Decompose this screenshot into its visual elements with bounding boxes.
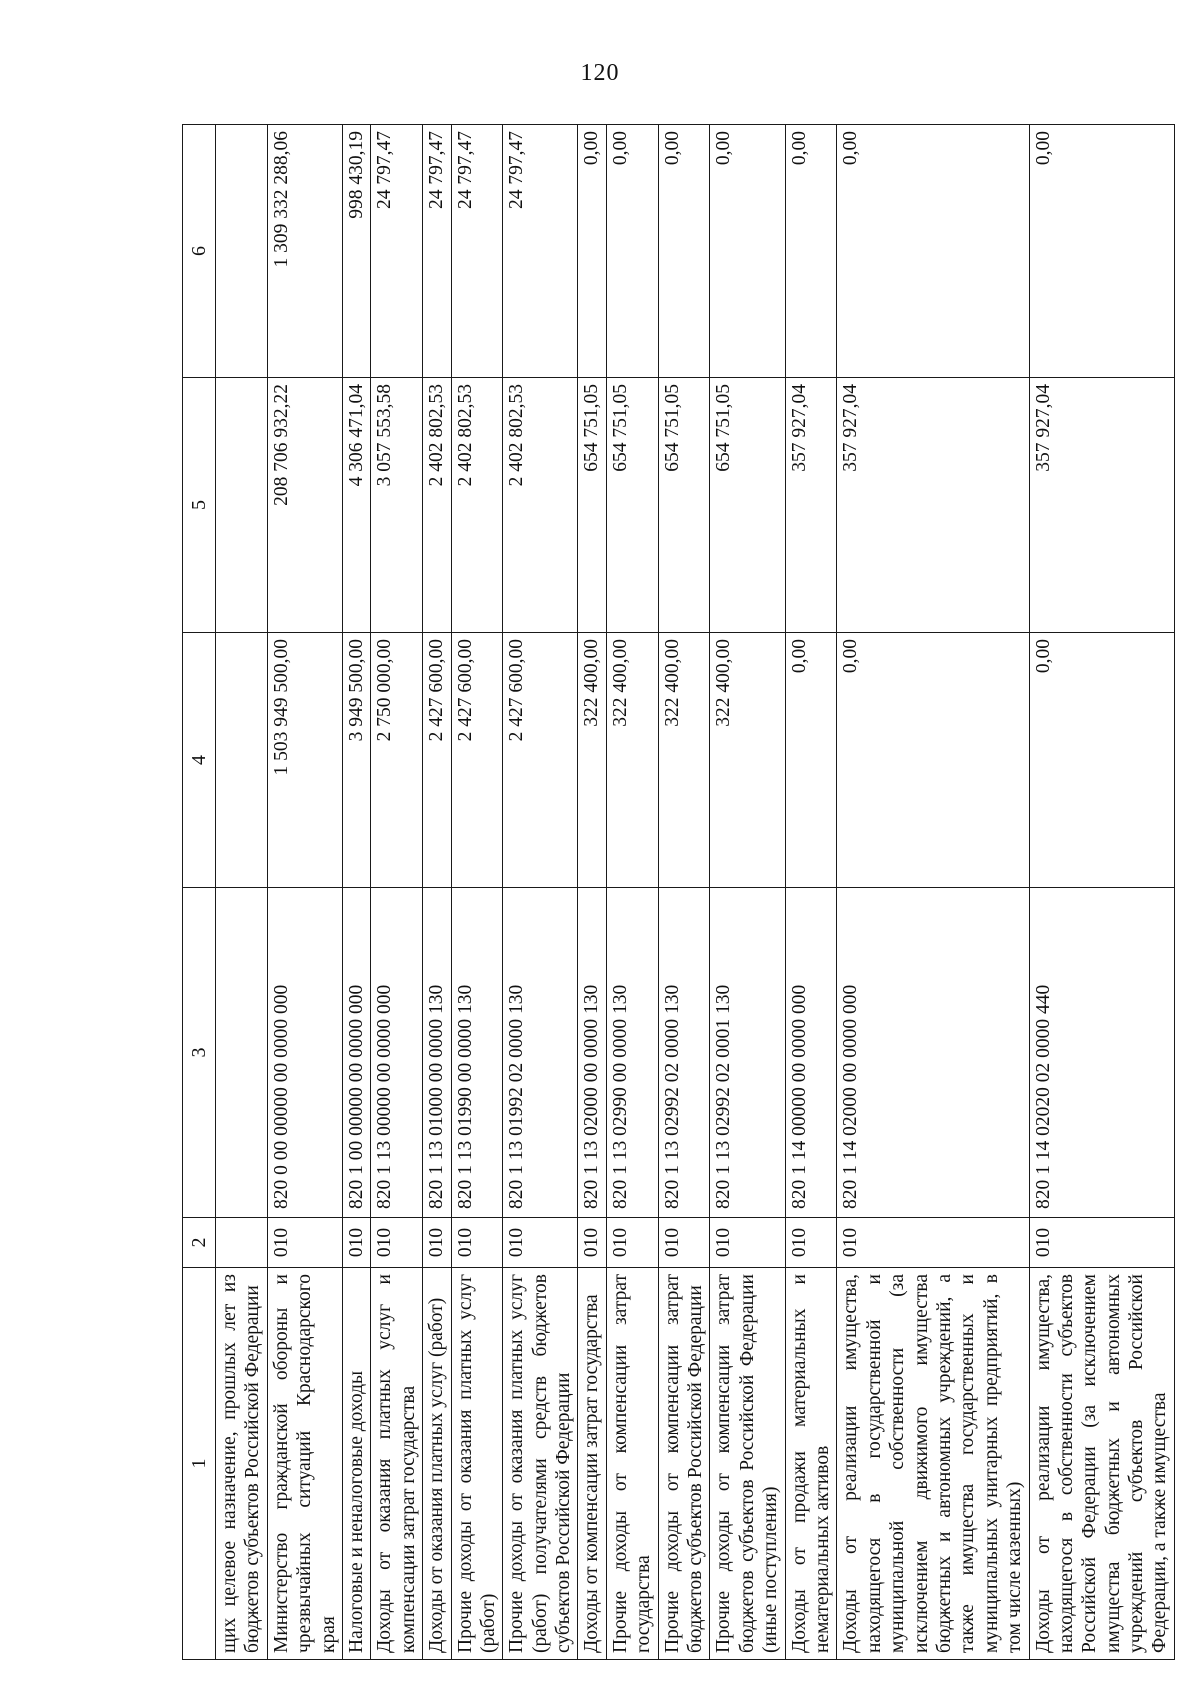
row-value-col6: 0,00 <box>785 125 837 378</box>
row-value-col6: 24 797,47 <box>451 125 503 378</box>
row-budget-code: 820 1 13 00000 00 0000 000 <box>371 888 423 1218</box>
header-col-5: 5 <box>183 378 216 633</box>
table-row <box>1029 125 1174 1660</box>
row-value-col5: 2 402 802,53 <box>423 378 451 633</box>
row-code: 010 <box>710 1218 785 1268</box>
header-row <box>183 125 216 1660</box>
row-budget-code: 820 1 13 01992 02 0000 130 <box>503 888 578 1218</box>
row-name: Доходы от компенсации затрат государства <box>578 1268 606 1660</box>
row-value-col6: 24 797,47 <box>423 125 451 378</box>
table-row <box>371 125 423 1660</box>
row-name: Прочие доходы от компенсации затрат бюджетов субъектов Российской Федерации (иные поступления) <box>710 1268 785 1660</box>
page-number: 120 <box>580 60 620 86</box>
row-value-col6: 0,00 <box>658 125 710 378</box>
row-value-col5: 357 927,04 <box>785 378 837 633</box>
row-value-col5: 208 706 932,22 <box>267 378 342 633</box>
row-code: 010 <box>503 1218 578 1268</box>
budget-table <box>182 124 1175 1660</box>
table-row <box>837 125 1029 1660</box>
header-col-4: 4 <box>183 633 216 888</box>
row-value-col5 <box>216 378 268 633</box>
row-value-col6: 0,00 <box>837 125 1029 378</box>
row-name: Доходы от оказания платных услуг и компенсации затрат государства <box>371 1268 423 1660</box>
row-name: Прочие доходы от компенсации затрат государства <box>606 1268 658 1660</box>
row-name: Министерство гражданской обороны и чрезвычайных ситуаций Краснодарского края <box>267 1268 342 1660</box>
row-budget-code <box>216 888 268 1218</box>
row-value-col4: 2 750 000,00 <box>371 633 423 888</box>
header-col-3: 3 <box>183 888 216 1218</box>
row-name: Доходы от реализации имущества, находящегося в государственной и муниципальной собственности (за исключением движимого имущества бюджетных и автономных учреждений, а также имущества государственных и муниципальных унитарных предприятий, в том числе казенных) <box>837 1268 1029 1660</box>
row-name: Налоговые и неналоговые доходы <box>342 1268 370 1660</box>
row-value-col4: 0,00 <box>837 633 1029 888</box>
row-value-col6 <box>216 125 268 378</box>
row-code: 010 <box>267 1218 342 1268</box>
row-code: 010 <box>837 1218 1029 1268</box>
row-name: Прочие доходы от оказания платных услуг (работ) <box>451 1268 503 1660</box>
row-value-col5: 2 402 802,53 <box>451 378 503 633</box>
table-row <box>503 125 578 1660</box>
row-value-col6: 0,00 <box>606 125 658 378</box>
row-value-col6: 0,00 <box>578 125 606 378</box>
table-row <box>423 125 451 1660</box>
row-name: Прочие доходы от компенсации затрат бюджетов субъектов Российской Федерации <box>658 1268 710 1660</box>
row-code: 010 <box>451 1218 503 1268</box>
row-value-col4: 2 427 600,00 <box>451 633 503 888</box>
row-budget-code: 820 1 13 02992 02 0001 130 <box>710 888 785 1218</box>
row-value-col6: 24 797,47 <box>503 125 578 378</box>
row-code: 010 <box>423 1218 451 1268</box>
row-name: Прочие доходы от оказания платных услуг (работ) получателями средств бюджетов субъектов Российской Федерации <box>503 1268 578 1660</box>
table-row <box>785 125 837 1660</box>
row-value-col4: 322 400,00 <box>658 633 710 888</box>
row-name: Доходы от продажи материальных и нематериальных активов <box>785 1268 837 1660</box>
row-value-col4: 0,00 <box>1029 633 1174 888</box>
row-name: щих целевое назначение, прошлых лет из бюджетов субъектов Российской Федерации <box>216 1268 268 1660</box>
row-value-col6: 0,00 <box>710 125 785 378</box>
row-budget-code: 820 0 00 00000 00 0000 000 <box>267 888 342 1218</box>
row-value-col5: 654 751,05 <box>658 378 710 633</box>
table-row <box>216 125 268 1660</box>
row-code: 010 <box>606 1218 658 1268</box>
header-col-6: 6 <box>183 125 216 378</box>
row-name: Доходы от оказания платных услуг (работ) <box>423 1268 451 1660</box>
row-value-col4: 322 400,00 <box>606 633 658 888</box>
row-code: 010 <box>1029 1218 1174 1268</box>
row-value-col5: 654 751,05 <box>578 378 606 633</box>
row-code: 010 <box>342 1218 370 1268</box>
row-value-col6: 998 430,19 <box>342 125 370 378</box>
row-value-col4: 0,00 <box>785 633 837 888</box>
row-value-col4: 1 503 949 500,00 <box>267 633 342 888</box>
row-budget-code: 820 1 13 02000 00 0000 130 <box>578 888 606 1218</box>
row-value-col4: 3 949 500,00 <box>342 633 370 888</box>
row-value-col5: 654 751,05 <box>710 378 785 633</box>
row-value-col5: 4 306 471,04 <box>342 378 370 633</box>
row-budget-code: 820 1 14 00000 00 0000 000 <box>785 888 837 1218</box>
rotated-table-container <box>182 125 1171 1660</box>
row-budget-code: 820 1 13 02992 02 0000 130 <box>658 888 710 1218</box>
row-budget-code: 820 1 13 02990 00 0000 130 <box>606 888 658 1218</box>
table-row <box>342 125 370 1660</box>
row-value-col4: 322 400,00 <box>578 633 606 888</box>
row-value-col5: 3 057 553,58 <box>371 378 423 633</box>
row-value-col4 <box>216 633 268 888</box>
row-value-col4: 2 427 600,00 <box>503 633 578 888</box>
row-name: Доходы от реализации имущества, находящегося в собственности субъектов Российской Федерации (за исключением имущества бюджетных и автономных учреждений субъектов Российской Федерации, а также имущества <box>1029 1268 1174 1660</box>
table-row <box>451 125 503 1660</box>
row-budget-code: 820 1 14 02020 02 0000 440 <box>1029 888 1174 1218</box>
header-col-2: 2 <box>183 1218 216 1268</box>
header-col-1: 1 <box>183 1268 216 1660</box>
row-value-col6: 24 797,47 <box>371 125 423 378</box>
row-value-col6: 0,00 <box>1029 125 1174 378</box>
table-row <box>267 125 342 1660</box>
row-budget-code: 820 1 13 01000 00 0000 130 <box>423 888 451 1218</box>
row-value-col5: 357 927,04 <box>1029 378 1174 633</box>
row-code: 010 <box>785 1218 837 1268</box>
row-value-col4: 322 400,00 <box>710 633 785 888</box>
row-budget-code: 820 1 14 02000 00 0000 000 <box>837 888 1029 1218</box>
row-value-col5: 654 751,05 <box>606 378 658 633</box>
table-row <box>658 125 710 1660</box>
row-value-col4: 2 427 600,00 <box>423 633 451 888</box>
row-code: 010 <box>578 1218 606 1268</box>
row-code: 010 <box>658 1218 710 1268</box>
row-code <box>216 1218 268 1268</box>
table-row <box>606 125 658 1660</box>
table-row <box>710 125 785 1660</box>
row-code: 010 <box>371 1218 423 1268</box>
row-value-col5: 2 402 802,53 <box>503 378 578 633</box>
row-budget-code: 820 1 00 00000 00 0000 000 <box>342 888 370 1218</box>
row-value-col5: 357 927,04 <box>837 378 1029 633</box>
row-budget-code: 820 1 13 01990 00 0000 130 <box>451 888 503 1218</box>
row-value-col6: 1 309 332 288,06 <box>267 125 342 378</box>
table-row <box>578 125 606 1660</box>
